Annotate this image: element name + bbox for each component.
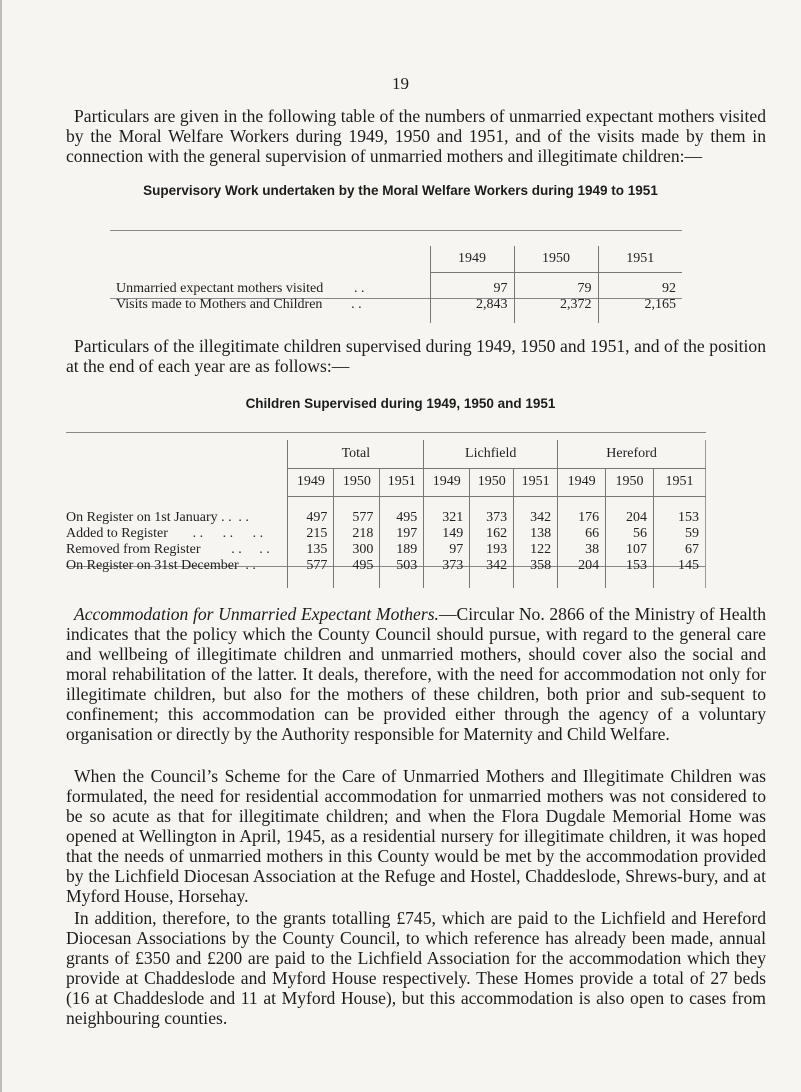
table-cell: 342 xyxy=(470,558,514,574)
table-cell: 495 xyxy=(380,510,424,526)
leader-dots: . . xyxy=(231,542,242,557)
table1 xyxy=(112,246,682,323)
table-cell: 2,372 xyxy=(514,297,598,313)
table-cell: 162 xyxy=(470,526,514,542)
table-cell: 56 xyxy=(606,526,654,542)
table2-year-row xyxy=(66,468,706,496)
table-cell: 321 xyxy=(424,510,470,526)
year-header: 1950 xyxy=(606,468,654,496)
table-cell: 189 xyxy=(380,542,424,558)
table-cell: 97 xyxy=(430,281,514,297)
table-cell: 38 xyxy=(558,542,606,558)
year-header: 1951 xyxy=(380,468,424,496)
group-total: Total xyxy=(288,440,424,468)
table1-top-rule xyxy=(110,230,682,231)
leader-dots: . . xyxy=(259,542,270,557)
table2-caption: Children Supervised during 1949, 1950 and 1951 xyxy=(245,396,556,411)
row-label: On Register on 1st January . . xyxy=(66,510,232,525)
year-header: 1949 xyxy=(424,468,470,496)
table-cell: 138 xyxy=(514,526,558,542)
table-cell: 67 xyxy=(654,542,706,558)
table-cell: 204 xyxy=(558,558,606,574)
table-cell: 373 xyxy=(424,558,470,574)
table-cell: 153 xyxy=(654,510,706,526)
table2 xyxy=(66,440,706,588)
scheme-paragraph: When the Council’s Scheme for the Care of Unmarried Mothers and Illegitimate Children was formulated, the need for residential accommodation for unmarried mothers was not considered to be so acute as that for illegitimate children; and when the Flora Dugdale Memorial Home was opened at Wellington in April, 1945, as a residential nursery for illegitimate children, it was hoped that the needs of unmarried mothers in this County would be met by the accommodation provided by the Lichfield Diocesan Association at the Refuge and Hostel, Chaddeslode, Shrews-bury, and at Myford House, Horsehay. xyxy=(66,766,766,906)
table-cell: 153 xyxy=(606,558,654,574)
table-cell: 92 xyxy=(598,281,682,297)
page-edge-shadow xyxy=(0,0,2,1092)
table1-year-1951: 1951 xyxy=(598,246,682,272)
second-paragraph: Particulars of the illegitimate children supervised during 1949, 1950 and 1951, and of the position at the end of each year are as follows:— xyxy=(66,336,766,376)
table-cell: 149 xyxy=(424,526,470,542)
row-label: Unmarried expectant mothers visited xyxy=(116,281,324,296)
year-header: 1951 xyxy=(514,468,558,496)
table-cell: 197 xyxy=(380,526,424,542)
group-hereford: Hereford xyxy=(558,440,706,468)
row-label: Visits made to Mothers and Children xyxy=(116,297,323,312)
table1-header-row xyxy=(112,246,682,272)
table-cell: 497 xyxy=(288,510,334,526)
table2-group-row xyxy=(66,440,706,468)
table2-top-rule xyxy=(66,432,706,433)
accommodation-paragraph xyxy=(66,604,766,744)
grants-paragraph: In addition, therefore, to the grants totalling £745, which are paid to the Lichfield and Hereford Diocesan Associations by the County Council, to which reference has already been made, annual grants of £350 and £200 are paid to the Lichfield Association for the accommodation which they provide at Chaddeslode and Myford House respectively. These Homes provide a total of 27 beds (16 at Chaddeslode and 11 at Myford House), but this accommodation is also open to cases from neighbouring counties. xyxy=(66,908,766,1028)
table-cell: 358 xyxy=(514,558,558,574)
year-header: 1949 xyxy=(288,468,334,496)
table-row xyxy=(66,510,706,526)
leader-dots: . . xyxy=(192,526,204,541)
row-label: On Register on 31st December xyxy=(66,558,239,573)
table-cell: 495 xyxy=(334,558,380,574)
table-cell: 176 xyxy=(558,510,606,526)
accommodation-text: —Circular No. 2866 of the Ministry of Health indicates that the policy which the County Council should pursue, with regard to the general care and wellbeing of illegitimate children and unmarried mothers, should cover also the social and moral rehabilitation of the latter. It deals, therefore, with the need for accommodation not only for illegitimate children, but also for the mothers of these children, both prior and sub-sequent to confinement; this accommodation can be provided either through the agency of a voluntary organisation or directly by the Authority responsible for Maternity and Child Welfare. xyxy=(66,604,766,744)
table-row xyxy=(66,542,706,558)
table-cell: 204 xyxy=(606,510,654,526)
row-label: Added to Register xyxy=(66,526,168,541)
year-header: 1950 xyxy=(334,468,380,496)
table-row xyxy=(66,526,706,542)
table1-year-1949: 1949 xyxy=(430,246,514,272)
table-cell: 107 xyxy=(606,542,654,558)
leader-dots: . . xyxy=(252,526,264,541)
table-cell: 215 xyxy=(288,526,334,542)
table1-year-1950: 1950 xyxy=(514,246,598,272)
table-cell: 59 xyxy=(654,526,706,542)
year-header: 1950 xyxy=(470,468,514,496)
accommodation-heading: Accommodation for Unmarried Expectant Mothers. xyxy=(74,604,439,624)
table-cell: 218 xyxy=(334,526,380,542)
table-row xyxy=(112,281,682,297)
table-cell: 145 xyxy=(654,558,706,574)
row-label: Removed from Register xyxy=(66,542,201,557)
table-cell: 79 xyxy=(514,281,598,297)
table-cell: 577 xyxy=(334,510,380,526)
table-cell: 373 xyxy=(470,510,514,526)
table-cell: 122 xyxy=(514,542,558,558)
table-cell: 503 xyxy=(380,558,424,574)
table-cell: 66 xyxy=(558,526,606,542)
year-header: 1951 xyxy=(654,468,706,496)
page-number: 19 xyxy=(392,74,409,93)
table-cell: 2,843 xyxy=(430,297,514,313)
table-cell: 342 xyxy=(514,510,558,526)
table1-caption: Supervisory Work undertaken by the Moral Welfare Workers during 1949 to 1951 xyxy=(143,183,658,198)
leader-dots: . . xyxy=(351,297,362,312)
table-cell: 2,165 xyxy=(598,297,682,313)
table-row xyxy=(112,297,682,313)
table-cell: 97 xyxy=(424,542,470,558)
leader-dots: . . xyxy=(245,558,256,573)
table-cell: 300 xyxy=(334,542,380,558)
leader-dots: . . xyxy=(353,281,365,296)
group-lichfield: Lichfield xyxy=(424,440,558,468)
table-cell: 577 xyxy=(288,558,334,574)
table-cell: 135 xyxy=(288,542,334,558)
intro-paragraph: Particulars are given in the following table of the numbers of unmarried expectant mothers visited by the Moral Welfare Workers during 1949, 1950 and 1951, and of the visits made by them in connection with the general supervision of unmarried mothers and illegitimate children:— xyxy=(66,106,766,166)
leader-dots: . . xyxy=(222,526,234,541)
table-row xyxy=(66,558,706,574)
year-header: 1949 xyxy=(558,468,606,496)
table-cell: 193 xyxy=(470,542,514,558)
leader-dots: . . xyxy=(238,510,249,525)
